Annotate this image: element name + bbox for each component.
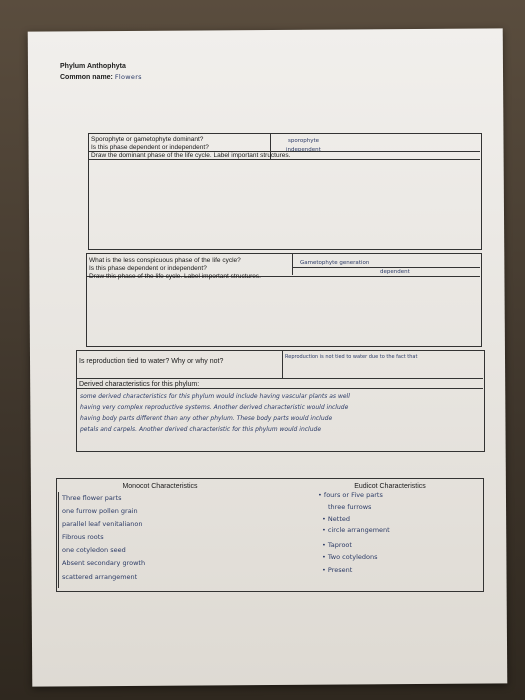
eudicot-item: • Taproot (322, 541, 352, 549)
sporophyte-a1: sporophyte (288, 138, 319, 144)
sporophyte-q1: Sporophyte or gametophyte dominant? (91, 136, 204, 143)
monocot-item: one cotyledon seed (62, 546, 126, 554)
monocot-item: parallel leaf venitalianon (62, 520, 143, 528)
gametophyte-q2: Is this phase dependent or independent? (89, 265, 207, 272)
monocot-item: scattered arrangement (62, 573, 138, 581)
eudicot-item: • Present (322, 566, 353, 574)
derived-line-3: having body parts different than any other phylum. These body parts would include (80, 415, 333, 422)
reproduction-divider (76, 378, 483, 379)
monocot-list-border (58, 492, 59, 588)
common-name-row (60, 72, 142, 83)
derived-line-1: some derived characteristics for this phylum would include having vascular plants as well (80, 393, 350, 400)
sporophyte-a2: independent (286, 147, 321, 153)
monocot-item: Fibrous roots (62, 533, 104, 541)
derived-line-4: petals and carpels. Another derived characteristic for this phylum would include (80, 426, 322, 433)
gametophyte-q1: What is the less conspicuous phase of the life cycle? (89, 257, 241, 264)
monocot-item: Absent secondary growth (62, 559, 146, 567)
monocot-title: Monocot Characteristics (122, 483, 198, 490)
monocot-item: one furrow pollen grain (62, 507, 138, 515)
worksheet-header (60, 62, 142, 83)
common-name-label: Common name: (60, 74, 113, 81)
gametophyte-q-vertical (292, 253, 293, 275)
eudicot-item: • Two cotyledons (322, 553, 378, 561)
sporophyte-q3: Draw the dominant phase of the life cycle. Label important structures. (91, 152, 291, 159)
phylum-title: Phylum Anthophyta (60, 63, 126, 70)
eudicot-item: • Netted (322, 515, 350, 523)
eudicot-item: • circle arrangement (322, 526, 390, 534)
monocot-item: Three flower parts (62, 494, 122, 502)
gametophyte-a1: Gametophyte generation (300, 260, 370, 266)
eudicot-title: Eudicot Characteristics (354, 483, 426, 490)
sporophyte-q2: Is this phase dependent or independent? (91, 144, 209, 151)
gametophyte-q3: Draw this phase of the life cycle. Label important structures. (89, 273, 261, 280)
derived-title: Derived characteristics for this phylum: (79, 381, 200, 388)
eudicot-item: three furrows (328, 503, 372, 511)
reproduction-answer: Reproduction is not tied to water due to the fact that (285, 354, 418, 360)
reproduction-q-vertical (282, 350, 283, 378)
reproduction-question: Is reproduction tied to water? Why or why not? (79, 358, 224, 365)
common-name-value: Flowers (114, 73, 142, 81)
derived-line-2: having very complex reproductive systems. Another derived characteristic would include (80, 404, 349, 411)
gametophyte-a2: dependent (380, 269, 410, 275)
eudicot-item: • fours or Five parts (318, 491, 383, 499)
